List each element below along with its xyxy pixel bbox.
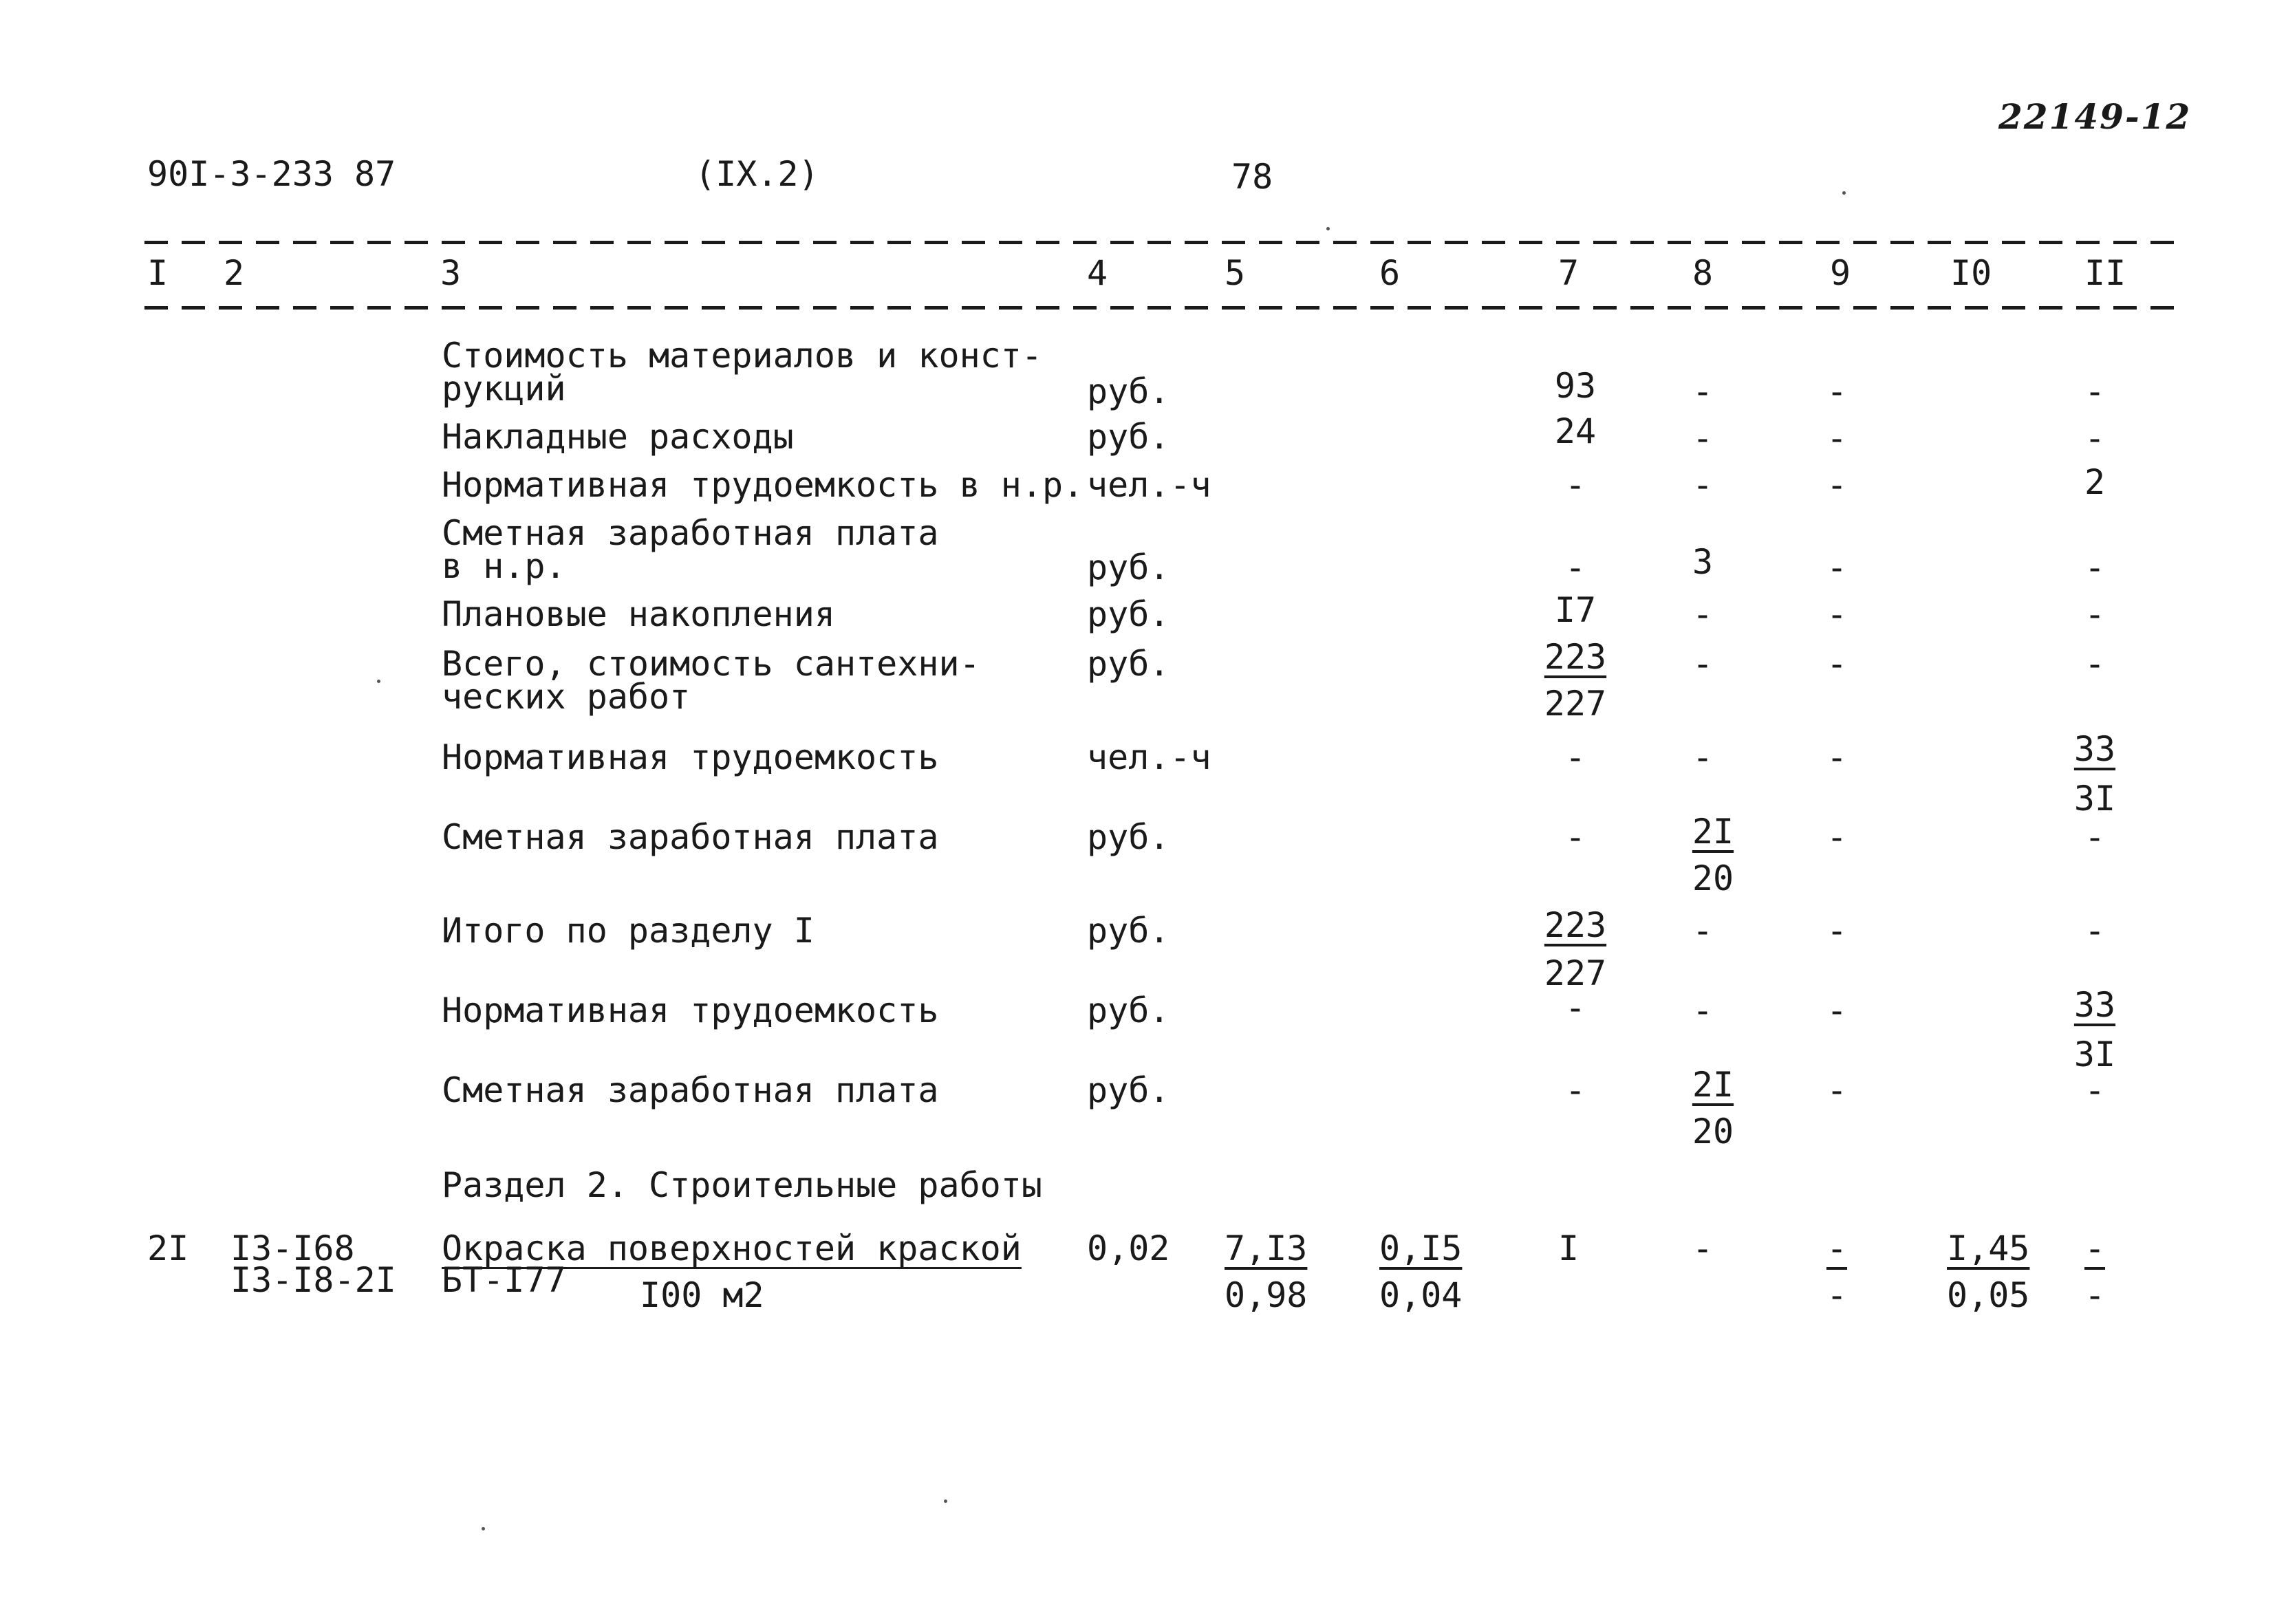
row-name-line: Нормативная трудоемкость в н.р. xyxy=(442,465,1084,505)
row-unit: руб. xyxy=(1087,644,1170,684)
column-header: 6 xyxy=(1379,253,1401,293)
cell-col7: I xyxy=(1558,1228,1579,1268)
cell-col7: - xyxy=(1564,1070,1586,1110)
cell-col8: - xyxy=(1692,911,1714,951)
cell-col9: - xyxy=(1826,737,1848,777)
column-header: I0 xyxy=(1950,253,1992,293)
cell-col11: - xyxy=(2084,911,2106,951)
cell-col9: - xyxy=(1826,465,1848,505)
cell-col11-bottom: 3I xyxy=(2073,779,2116,819)
cell-col9: - xyxy=(1826,594,1848,634)
cell-col11: 2 xyxy=(2084,462,2106,502)
column-header: 8 xyxy=(1692,253,1714,293)
cell-col7: - xyxy=(1564,737,1586,777)
row-name-line: Итого по разделу I xyxy=(442,911,815,951)
scan-speck xyxy=(482,1527,485,1530)
row-quantity: 0,02 xyxy=(1087,1228,1170,1268)
row-name-line: Сметная заработная плата xyxy=(442,817,939,857)
section-title: Раздел 2. Строительные работы xyxy=(442,1165,1042,1205)
cell-col8: - xyxy=(1692,465,1714,505)
cell-col11: - xyxy=(2084,594,2106,634)
row-name-line: Накладные расходы xyxy=(442,417,794,457)
cell-col8: - xyxy=(1692,371,1714,411)
cell-col7-top: 223 xyxy=(1544,905,1607,945)
cell-col11-top: - xyxy=(2084,1228,2106,1268)
cell-col9-bottom: - xyxy=(1826,1275,1848,1315)
cell-col9: - xyxy=(1826,418,1848,458)
column-header: 7 xyxy=(1558,253,1579,293)
archive-stamp: 22149-12 xyxy=(1998,96,2192,137)
cell-col11: - xyxy=(2084,371,2106,411)
cell-col11: - xyxy=(2084,817,2106,857)
cell-col11-bottom: - xyxy=(2084,1275,2106,1315)
item-number: 2I xyxy=(147,1228,189,1268)
row-name-line: Окраска поверхностей краской xyxy=(442,1228,1022,1268)
row-name-line: Всего, стоимость сантехни- xyxy=(442,644,980,684)
cell-col8: - xyxy=(1692,737,1714,777)
row-unit: руб. xyxy=(1087,594,1170,634)
cell-col5-bottom: 0,98 xyxy=(1225,1275,1308,1315)
cell-col11: - xyxy=(2084,548,2106,587)
cell-col11-top: 33 xyxy=(2073,729,2116,769)
cell-col8: 3 xyxy=(1692,542,1714,582)
row-unit: чел.-ч xyxy=(1087,465,1211,505)
cell-col9: - xyxy=(1826,817,1848,857)
cell-col7: - xyxy=(1564,548,1586,587)
cell-col8-top: 2I xyxy=(1692,812,1734,852)
row-name-line: Сметная заработная плата xyxy=(442,1070,939,1110)
row-unit: чел.-ч xyxy=(1087,737,1211,777)
row-name-line: Плановые накопления xyxy=(442,594,835,634)
cell-col9-top: - xyxy=(1826,1228,1848,1268)
scan-speck xyxy=(1842,191,1846,195)
row-unit: I00 м2 xyxy=(640,1275,764,1315)
row-name-line: рукций xyxy=(442,369,566,409)
row-name-line: БТ-I77 xyxy=(442,1260,566,1300)
cell-col8: - xyxy=(1692,1228,1714,1268)
item-code: I3-I8-2I xyxy=(230,1260,396,1300)
cell-col11-bottom: 3I xyxy=(2073,1035,2116,1074)
cell-col7-bottom: 227 xyxy=(1544,953,1607,993)
row-unit: руб. xyxy=(1087,990,1170,1030)
cell-col8: - xyxy=(1692,418,1714,458)
cell-col8: - xyxy=(1692,990,1714,1030)
header-top-rule xyxy=(144,241,2181,244)
cell-col11-top: 33 xyxy=(2073,985,2116,1025)
row-name-line: Нормативная трудоемкость xyxy=(442,990,939,1030)
cell-col9: - xyxy=(1826,371,1848,411)
cell-col8-bottom: 20 xyxy=(1692,858,1734,898)
cell-col11: - xyxy=(2084,644,2106,684)
cell-col10-bottom: 0,05 xyxy=(1947,1275,2030,1315)
cell-col9: - xyxy=(1826,548,1848,587)
scan-speck xyxy=(944,1500,947,1503)
cell-col6-bottom: 0,04 xyxy=(1379,1275,1463,1315)
cell-col7: - xyxy=(1564,817,1586,857)
cell-col8: - xyxy=(1692,644,1714,684)
cell-col9: - xyxy=(1826,911,1848,951)
row-unit: руб. xyxy=(1087,548,1170,587)
cell-col7-bottom: 227 xyxy=(1544,684,1607,724)
cell-col8-top: 2I xyxy=(1692,1065,1734,1105)
cell-col9: - xyxy=(1826,644,1848,684)
cell-col9: - xyxy=(1826,1070,1848,1110)
cell-col11: - xyxy=(2084,418,2106,458)
row-unit: руб. xyxy=(1087,371,1170,411)
column-header: 3 xyxy=(440,253,462,293)
section-code: (IX.2) xyxy=(695,154,819,194)
cell-col7: 93 xyxy=(1554,366,1597,406)
row-unit: руб. xyxy=(1087,417,1170,457)
column-header: II xyxy=(2084,253,2126,293)
column-header: I xyxy=(147,253,169,293)
item-code: I3-I68 xyxy=(230,1228,355,1268)
document-code: 90I-3-233 87 xyxy=(147,154,396,194)
row-name-line: ческих работ xyxy=(442,677,691,717)
cell-col11: - xyxy=(2084,1070,2106,1110)
scan-speck xyxy=(1326,227,1330,230)
cell-col7: I7 xyxy=(1554,590,1597,630)
cell-col9: - xyxy=(1826,990,1848,1030)
row-unit: руб. xyxy=(1087,1070,1170,1110)
cell-col8: - xyxy=(1692,594,1714,634)
row-unit: руб. xyxy=(1087,911,1170,951)
header-bottom-rule xyxy=(144,306,2181,310)
cell-col7: 24 xyxy=(1554,411,1597,451)
row-unit: руб. xyxy=(1087,817,1170,857)
cell-col7: - xyxy=(1564,465,1586,505)
cell-col7-top: 223 xyxy=(1544,637,1607,677)
cell-col10-top: I,45 xyxy=(1947,1228,2030,1268)
row-name-line: Нормативная трудоемкость xyxy=(442,737,939,777)
column-header: 5 xyxy=(1225,253,1246,293)
scan-speck xyxy=(377,680,380,683)
column-header: 9 xyxy=(1830,253,1851,293)
column-header: 2 xyxy=(224,253,245,293)
column-header: 4 xyxy=(1087,253,1108,293)
cell-col8-bottom: 20 xyxy=(1692,1112,1734,1151)
page-number: 78 xyxy=(1231,157,1273,197)
cell-col7: - xyxy=(1564,988,1586,1028)
row-name-line: в н.р. xyxy=(442,546,566,586)
row-name-line: Сметная заработная плата xyxy=(442,513,939,553)
cell-col5-top: 7,I3 xyxy=(1225,1228,1308,1268)
cell-col6-top: 0,I5 xyxy=(1379,1228,1463,1268)
row-name-line: Стоимость материалов и конст- xyxy=(442,336,1042,376)
